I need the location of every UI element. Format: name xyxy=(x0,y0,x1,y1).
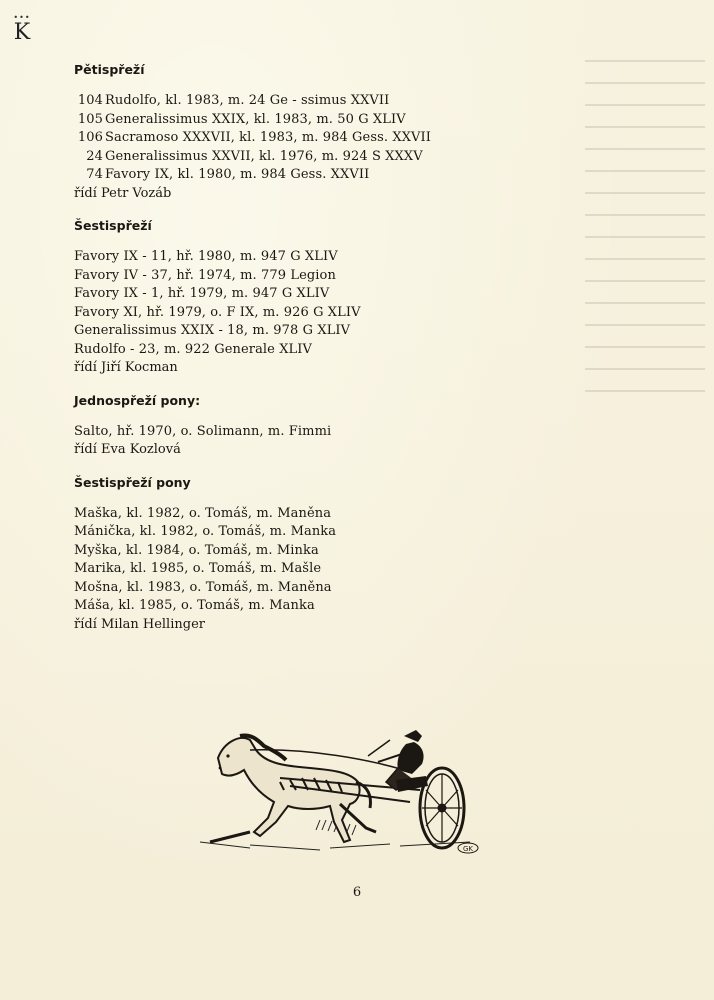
entry-number: 105 xyxy=(77,111,103,127)
entry-line: Maška, kl. 1982, o. Tomáš, m. Maněna xyxy=(74,505,332,521)
section-sestisprezi-pony xyxy=(74,475,514,635)
monogram-text: GK xyxy=(462,845,474,853)
document-body xyxy=(74,62,514,649)
section-heading: Pětispřeží xyxy=(74,62,145,77)
section-heading: Jednospřeží pony: xyxy=(74,392,201,408)
entry-line: Myška, kl. 1984, o. Tomáš, m. Minka xyxy=(74,542,319,558)
entry-text: Sacramoso XXXVII, kl. 1983, m. 984 Gess. XXVII xyxy=(105,130,432,145)
page-number: 6 xyxy=(352,885,362,900)
entry-text: Generalissimus XXVII, kl. 1976, m. 924 S XXXV xyxy=(105,148,423,164)
illustrator-monogram xyxy=(458,843,478,853)
entry-number: 74 xyxy=(86,167,103,182)
entry-line: Favory XI, hř. 1979, o. F IX, m. 926 G XLIV xyxy=(74,304,361,320)
entry-line: Salto, hř. 1970, o. Solimann, m. Fimmi xyxy=(74,423,332,439)
entry-line: Favory IX - 1, hř. 1979, m. 947 G XLIV xyxy=(74,286,330,301)
entry-line xyxy=(74,166,514,185)
entry-line: Favory IX - 11, hř. 1980, m. 947 G XLIV xyxy=(74,249,338,264)
entry-text: Generalissimus XXIX, kl. 1983, m. 50 G XLIV xyxy=(105,111,406,127)
section-heading: Šestispřeží xyxy=(74,218,152,233)
entry-line xyxy=(74,92,514,111)
entry-number: 104 xyxy=(77,93,103,108)
entry-text: Favory IX, kl. 1980, m. 984 Gess. XXVII xyxy=(105,167,370,182)
section-petisprezi xyxy=(74,62,514,203)
entry-line: Mošna, kl. 1983, o. Tomáš, m. Maněna xyxy=(74,579,332,595)
driver-line: řídí Petr Vozáb xyxy=(74,185,172,201)
entry-line xyxy=(74,111,514,130)
logo-letter: K xyxy=(13,20,31,45)
driver-line: řídí Milan Hellinger xyxy=(74,616,205,632)
section-sestisprezi xyxy=(74,218,514,378)
entry-line xyxy=(74,148,514,167)
bleed-through-texture xyxy=(585,60,705,560)
driver-line: řídí Jiří Kocman xyxy=(74,360,178,375)
entry-line: Máša, kl. 1985, o. Tomáš, m. Manka xyxy=(74,598,315,613)
entry-text: Rudolfo, kl. 1983, m. 24 Ge - ssimus XXVII xyxy=(105,93,390,108)
logo-dots: ••• xyxy=(13,13,31,22)
entry-line: Favory IV - 37, hř. 1974, m. 779 Legion xyxy=(74,267,336,283)
horse-drawn-sulky-illustration xyxy=(190,720,490,870)
section-heading: Šestispřeží pony xyxy=(74,474,191,490)
entry-line: Generalissimus XXIX - 18, m. 978 G XLIV xyxy=(74,323,351,338)
corner-logo xyxy=(10,14,34,46)
sulky-wheel-icon xyxy=(420,768,464,848)
section-jednosprezi-pony xyxy=(74,393,514,460)
entry-line: Marika, kl. 1985, o. Tomáš, m. Mašle xyxy=(74,561,322,576)
driver-line: řídí Eva Kozlová xyxy=(74,442,181,457)
entry-number: 106 xyxy=(77,130,103,145)
entry-line xyxy=(74,129,514,148)
entry-number: 24 xyxy=(86,148,103,164)
entry-line: Mánička, kl. 1982, o. Tomáš, m. Manka xyxy=(74,524,337,539)
entry-line: Rudolfo - 23, m. 922 Generale XLIV xyxy=(74,341,313,357)
